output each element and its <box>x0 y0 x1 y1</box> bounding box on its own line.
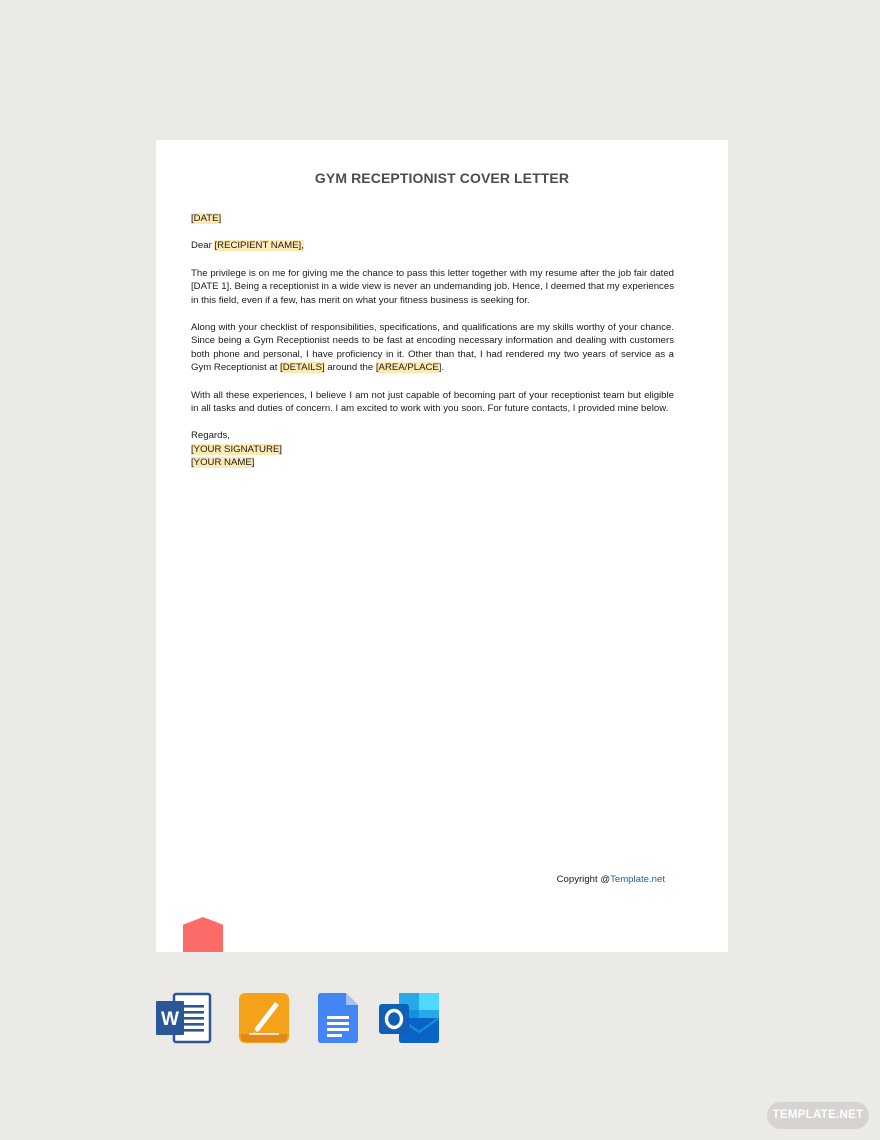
outlook-icon[interactable] <box>379 992 439 1049</box>
salutation: Dear <box>191 240 215 252</box>
copyright-link[interactable]: Template.net <box>610 874 665 885</box>
signature-placeholder: [YOUR SIGNATURE] <box>191 443 282 455</box>
signature-line <box>191 443 674 456</box>
document-page <box>156 140 728 952</box>
area-placeholder: [AREA/PLACE <box>375 362 439 374</box>
salutation-line <box>191 239 674 252</box>
template-net-badge[interactable]: TEMPLATE.NET <box>767 1102 869 1129</box>
paragraph-2 <box>191 321 674 375</box>
paragraph-2-text: Along with your checklist of responsibilities, specifications, and qualifications are my skills worthy of your chance. Since being a Gym Receptionist needs to be fast at encoding necessary information and dealing with customers both phone and personal, I have proficiency in it. Other than that, I had rendered my two years of service as a Gym Receptionist at <box>191 322 674 374</box>
date-placeholder: [DATE] <box>191 213 222 224</box>
details-placeholder: [DETAILS] <box>280 362 325 374</box>
closing: Regards, <box>191 430 230 442</box>
copyright-prefix: Copyright @ <box>556 874 611 885</box>
word-icon[interactable] <box>156 992 212 1049</box>
paragraph-2-end: ]. <box>438 362 445 374</box>
copyright <box>557 874 665 885</box>
word-letter: W <box>161 1009 179 1030</box>
recipient-placeholder: [RECIPIENT NAME], <box>214 240 304 252</box>
paragraph-1: The privilege is on me for giving me the chance to pass this letter together with my resume after the job fair dated [DATE 1]. Being a receptionist in a wide view is never an undemanding job. Hence, I deemed that my experiences in this field, even if a few, has merit on what your fitness business is seeking for. <box>191 267 674 306</box>
name-line <box>191 456 674 469</box>
paragraph-2-middle: around the <box>324 362 376 374</box>
name-placeholder: [YOUR NAME] <box>191 457 255 469</box>
paragraph-3: With all these experiences, I believe I am not just capable of becoming part of your receptionist team but eligible in all tasks and duties of concern. I am excited to work with you soon. For future contacts, I provided mine below. <box>191 389 674 415</box>
google-docs-icon[interactable] <box>318 992 360 1049</box>
pages-icon[interactable] <box>239 992 291 1049</box>
date-line <box>191 212 674 225</box>
letter-body <box>191 212 674 470</box>
document-title: GYM RECEPTIONIST COVER LETTER <box>314 170 570 186</box>
corner-tab <box>183 917 223 952</box>
